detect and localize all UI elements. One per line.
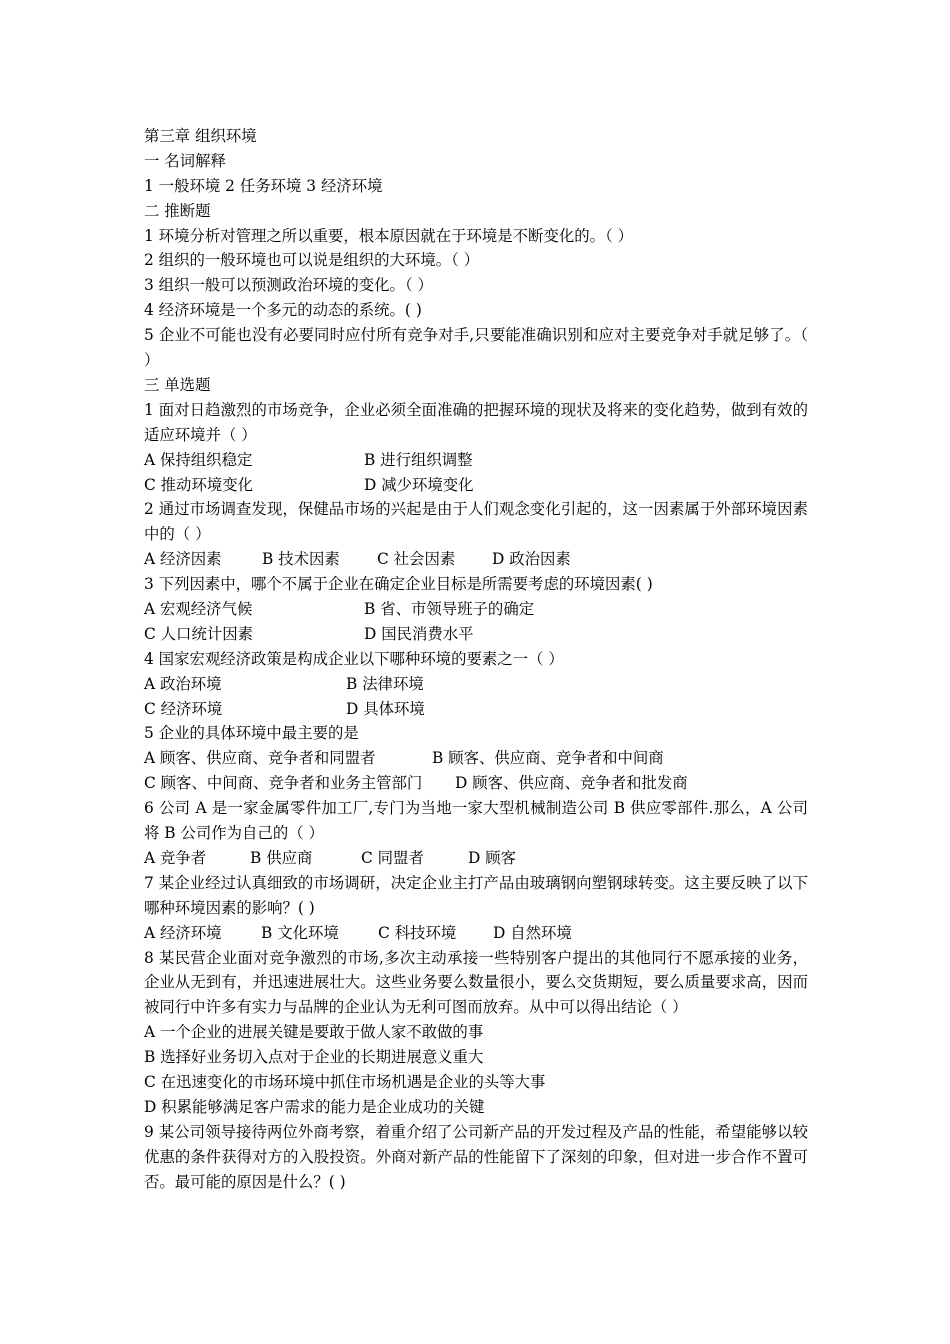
question-6-options-row [144, 846, 808, 871]
question-4-options-row-2 [144, 697, 808, 722]
judgement-item-5: 5 企业不可能也没有必要同时应付所有竞争对手,只要能准确识别和应对主要竞争对手就足够了。（ ） [144, 326, 808, 370]
question-7-option-c: C 科技环境 [378, 923, 457, 942]
section-heading-single-choice: 三 单选题 [144, 375, 211, 394]
document-page [144, 124, 808, 1195]
judgement-item-4: 4 经济环境是一个多元的动态的系统。( ) [144, 301, 422, 320]
question-1-option-d: D 减少环境变化 [364, 475, 474, 494]
question-5-option-c: C 顾客、中间商、竞争者和业务主管部门 [144, 774, 423, 793]
question-7-stem: 7 某企业经过认真细致的市场调研，决定企业主打产品由玻璃钢向塑钢球转变。这主要反映了以下哪种环境因素的影响？( ) [144, 873, 808, 917]
question-8-option-d: D 积累能够满足客户需求的能力是企业成功的关键 [144, 1097, 485, 1116]
question-2-option-a: A 经济因素 [144, 550, 222, 569]
question-9-stem: 9 某公司领导接待两位外商考察，着重介绍了公司新产品的开发过程及产品的性能，希望能够以较优惠的条件获得对方的入股投资。外商对新产品的性能留下了深刻的印象，但对进一步合作不置可否。最可能的原因是什么？( ) [144, 1122, 808, 1191]
question-4-option-b: B 法律环境 [346, 674, 424, 693]
question-5-stem: 5 企业的具体环境中最主要的是 [144, 724, 359, 743]
question-3-option-d: D 国民消费水平 [364, 624, 474, 643]
section-heading-terms: 一 名词解释 [144, 151, 226, 170]
question-3-option-b: B 省、市领导班子的确定 [364, 600, 535, 619]
question-6-option-a: A 竞争者 [144, 848, 207, 867]
question-8-option-b: B 选择好业务切入点对于企业的长期进展意义重大 [144, 1048, 484, 1067]
question-4-option-a: A 政治环境 [144, 674, 222, 693]
question-3-option-c: C 人口统计因素 [144, 624, 254, 643]
judgement-item-3: 3 组织一般可以预测政治环境的变化。（ ） [144, 276, 433, 295]
question-1-options-row-2 [144, 473, 808, 498]
question-1-options-row-1 [144, 448, 808, 473]
question-2-options-row [144, 547, 808, 572]
question-7-option-b: B 文化环境 [261, 923, 339, 942]
question-5-options-row-2 [144, 771, 808, 796]
question-2-option-b: B 技术因素 [262, 550, 340, 569]
question-3-option-a: A 宏观经济气候 [144, 600, 253, 619]
question-2-option-c: C 社会因素 [377, 550, 456, 569]
question-7-options-row [144, 921, 808, 946]
question-6-option-c: C 同盟者 [361, 848, 424, 867]
term-list: 1 一般环境 2 任务环境 3 经济环境 [144, 176, 383, 195]
question-4-option-d: D 具体环境 [346, 699, 425, 718]
question-5-option-d: D 顾客、供应商、竞争者和批发商 [455, 774, 688, 793]
question-7-option-d: D 自然环境 [493, 923, 572, 942]
question-3-options-row-2 [144, 622, 808, 647]
question-1-option-c: C 推动环境变化 [144, 475, 254, 494]
question-2-option-d: D 政治因素 [492, 550, 571, 569]
question-8-stem: 8 某民营企业面对竞争激烈的市场,多次主动承接一些特别客户提出的其他同行不愿承接的业务，企业从无到有，并迅速进展壮大。这些业务要么数量很小，要么交货期短，要么质量要求高，因而被同行中许多有实力与品牌的企业认为无利可图而放弃。从中可以得出结论（ ） [144, 948, 808, 1017]
question-5-options-row-1 [144, 746, 808, 771]
question-1-option-a: A 保持组织稳定 [144, 450, 253, 469]
question-6-option-d: D 顾客 [468, 848, 517, 867]
chapter-title: 第三章 组织环境 [144, 127, 257, 145]
question-6-stem: 6 公司 A 是一家金属零件加工厂,专门为当地一家大型机械制造公司 B 供应零部件.那么，A 公司将 B 公司作为自己的（ ） [144, 799, 808, 843]
question-1-stem: 1 面对日趋激烈的市场竞争，企业必须全面准确的把握环境的现状及将来的变化趋势，做到有效的适应环境并（ ） [144, 400, 808, 444]
judgement-item-1: 1 环境分析对管理之所以重要，根本原因就在于环境是不断变化的。（ ） [144, 226, 633, 245]
question-4-option-c: C 经济环境 [144, 699, 223, 718]
question-5-option-a: A 顾客、供应商、竞争者和同盟者 [144, 749, 376, 768]
question-8-option-c: C 在迅速变化的市场环境中抓住市场机遇是企业的头等大事 [144, 1073, 546, 1092]
question-7-option-a: A 经济环境 [144, 923, 222, 942]
question-3-options-row-1 [144, 597, 808, 622]
question-1-option-b: B 进行组织调整 [364, 450, 473, 469]
judgement-item-2: 2 组织的一般环境也可以说是组织的大环境。（ ） [144, 251, 480, 270]
question-5-option-b: B 顾客、供应商、竞争者和中间商 [432, 749, 664, 768]
question-2-stem: 2 通过市场调查发现，保健品市场的兴起是由于人们观念变化引起的，这一因素属于外部环境因素中的（ ） [144, 500, 808, 544]
question-6-option-b: B 供应商 [250, 848, 313, 867]
section-heading-judgement: 二 推断题 [144, 201, 211, 220]
question-4-stem: 4 国家宏观经济政策是构成企业以下哪种环境的要素之一（ ） [144, 649, 564, 668]
question-4-options-row-1 [144, 672, 808, 697]
question-3-stem: 3 下列因素中，哪个不属于企业在确定企业目标是所需要考虑的环境因素( ) [144, 575, 653, 594]
question-8-option-a: A 一个企业的进展关键是要敢于做人家不敢做的事 [144, 1023, 484, 1042]
